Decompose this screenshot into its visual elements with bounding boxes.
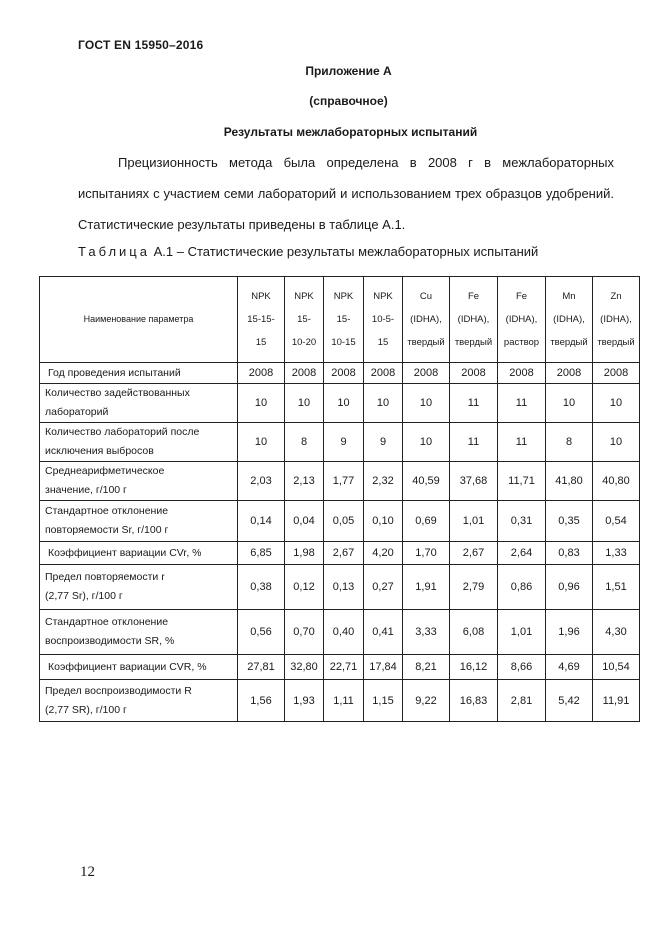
value-cell: 2,81 [498,680,546,722]
value-cell: 1,93 [285,680,324,722]
value-cell: 10 [403,423,450,462]
annex-heading: Результаты межлабораторных испытаний [223,125,478,139]
value-cell: 4,69 [546,655,593,680]
table-row [40,610,640,655]
sample-header: Fe (IDHA), раствор [498,277,546,363]
value-cell: 10 [593,384,640,423]
value-cell: 1,56 [238,680,285,722]
parameter-name-line: (2,77 Sr), г/100 г [45,590,123,602]
value-cell: 0,38 [238,565,285,610]
intro-paragraph: Прецизионность метода была определена в 2008 г в межлабораторных испытаниях с участием семи лабораторий и использованием трех образцов удобрений. Статистические результаты приведены в таблице А.1. [78,155,614,232]
value-cell: 8,66 [498,655,546,680]
parameter-name-line: Количество лабораторий после [45,426,200,438]
value-cell: 1,70 [403,542,450,565]
value-cell: 1,15 [364,680,403,722]
value-cell: 2008 [324,363,364,384]
parameter-name-line: Предел повторяемости r [45,571,165,583]
value-cell: 0,10 [364,501,403,542]
value-cell: 0,13 [324,565,364,610]
value-cell: 40,59 [403,462,450,501]
value-cell: 10 [238,384,285,423]
value-cell: 2,13 [285,462,324,501]
parameter-name-line: лабораторий [45,406,109,418]
sample-header: Mn (IDHA), твердый [546,277,593,363]
value-cell: 9 [324,423,364,462]
value-cell: 4,20 [364,542,403,565]
value-cell: 2008 [238,363,285,384]
sample-header: NPK 15- 10-20 [285,277,324,363]
value-cell: 4,30 [593,610,640,655]
parameter-name-line: (2,77 SR), г/100 г [45,703,127,716]
parameter-name-line: Коэффициент вариации CVr, % [48,546,202,559]
value-cell: 2008 [364,363,403,384]
value-cell: 2,03 [238,462,285,501]
value-cell: 41,80 [546,462,593,501]
value-cell: 1,98 [285,542,324,565]
value-cell: 6,08 [450,610,498,655]
value-cell: 0,86 [498,565,546,610]
value-cell: 1,33 [593,542,640,565]
sample-header: NPK 15-15- 15 [238,277,285,363]
value-cell: 2,67 [324,542,364,565]
value-cell: 2008 [546,363,593,384]
table-row [40,423,640,462]
value-cell: 1,77 [324,462,364,501]
parameter-name-line: Коэффициент вариации CVR, % [48,660,207,673]
page-number: 12 [80,864,95,880]
value-cell: 16,12 [450,655,498,680]
parameter-name-cell [40,462,238,501]
value-cell: 2008 [450,363,498,384]
value-cell: 2008 [285,363,324,384]
value-cell: 1,96 [546,610,593,655]
value-cell: 2,67 [450,542,498,565]
table-row [40,462,640,501]
value-cell: 9 [364,423,403,462]
value-cell: 11 [450,384,498,423]
annex-type: (справочное) [309,94,388,108]
param-column-header: Наименование параметра [40,277,238,363]
sample-header: Cu (IDHA), твердый [403,277,450,363]
parameter-name-line: Количество задействованных [45,387,190,399]
value-cell: 0,96 [546,565,593,610]
value-cell: 2,79 [450,565,498,610]
parameter-name-cell [40,363,238,384]
value-cell: 8 [285,423,324,462]
parameter-name-cell [40,423,238,462]
value-cell: 32,80 [285,655,324,680]
parameter-name-cell [40,655,238,680]
value-cell: 0,70 [285,610,324,655]
value-cell: 11,71 [498,462,546,501]
table-row [40,384,640,423]
value-cell: 0,14 [238,501,285,542]
document-header: ГОСТ EN 15950–2016 [78,38,204,52]
value-cell: 10 [324,384,364,423]
value-cell: 11,91 [593,680,640,722]
parameter-name-cell [40,501,238,542]
value-cell: 8,21 [403,655,450,680]
value-cell: 2,32 [364,462,403,501]
table-header-row [40,277,640,363]
table-row [40,501,640,542]
table-row [40,542,640,565]
value-cell: 10 [546,384,593,423]
value-cell: 10 [238,423,285,462]
parameter-name-cell [40,680,238,722]
value-cell: 0,04 [285,501,324,542]
value-cell: 10 [364,384,403,423]
value-cell: 3,33 [403,610,450,655]
value-cell: 0,27 [364,565,403,610]
table-row [40,565,640,610]
value-cell: 0,69 [403,501,450,542]
value-cell: 10 [285,384,324,423]
value-cell: 16,83 [450,680,498,722]
value-cell: 1,01 [498,610,546,655]
parameter-name-line: значение, г/100 г [45,484,127,496]
sample-header: Fe (IDHA), твердый [450,277,498,363]
sample-header: Zn (IDHA), твердый [593,277,640,363]
value-cell: 40,80 [593,462,640,501]
parameter-name-line: Предел воспроизводимости R [45,684,192,697]
value-cell: 2008 [403,363,450,384]
value-cell: 0,41 [364,610,403,655]
parameter-name-line: повторяемости Sr, г/100 г [45,524,169,536]
annex-title: Приложение А [305,64,392,78]
value-cell: 5,42 [546,680,593,722]
sample-header: NPK 15- 10-15 [324,277,364,363]
parameter-name-line: исключения выбросов [45,445,154,457]
table-caption [78,244,538,259]
value-cell: 1,51 [593,565,640,610]
value-cell: 11 [450,423,498,462]
value-cell: 0,40 [324,610,364,655]
value-cell: 0,12 [285,565,324,610]
value-cell: 8 [546,423,593,462]
value-cell: 0,05 [324,501,364,542]
parameter-name-cell [40,610,238,655]
body-text [78,147,614,240]
value-cell: 1,91 [403,565,450,610]
table-row [40,655,640,680]
value-cell: 10 [403,384,450,423]
value-cell: 2008 [498,363,546,384]
value-cell: 27,81 [238,655,285,680]
value-cell: 0,54 [593,501,640,542]
value-cell: 10 [593,423,640,462]
parameter-name-line: Стандартное отклонение [45,505,169,517]
sample-header: NPK 10-5- 15 [364,277,403,363]
table-caption-prefix: Таблица [78,244,150,259]
value-cell: 1,01 [450,501,498,542]
value-cell: 9,22 [403,680,450,722]
value-cell: 11 [498,423,546,462]
value-cell: 0,83 [546,542,593,565]
value-cell: 2,64 [498,542,546,565]
value-cell: 1,11 [324,680,364,722]
value-cell: 0,56 [238,610,285,655]
statistics-table [39,276,640,722]
parameter-name-cell [40,542,238,565]
parameter-name-line: воспроизводимости SR, % [45,635,175,647]
value-cell: 2008 [593,363,640,384]
parameter-name-cell [40,565,238,610]
value-cell: 0,35 [546,501,593,542]
table-row [40,680,640,722]
parameter-name-line: Год проведения испытаний [48,366,181,379]
value-cell: 17,84 [364,655,403,680]
value-cell: 11 [498,384,546,423]
parameter-name-cell [40,384,238,423]
value-cell: 10,54 [593,655,640,680]
value-cell: 37,68 [450,462,498,501]
table-row [40,363,640,384]
value-cell: 0,31 [498,501,546,542]
value-cell: 6,85 [238,542,285,565]
parameter-name-line: Стандартное отклонение [45,616,169,628]
value-cell: 22,71 [324,655,364,680]
parameter-name-line: Среднеарифметическое [45,465,165,477]
table-caption-text: А.1 – Статистические результаты межлабораторных испытаний [149,244,539,259]
